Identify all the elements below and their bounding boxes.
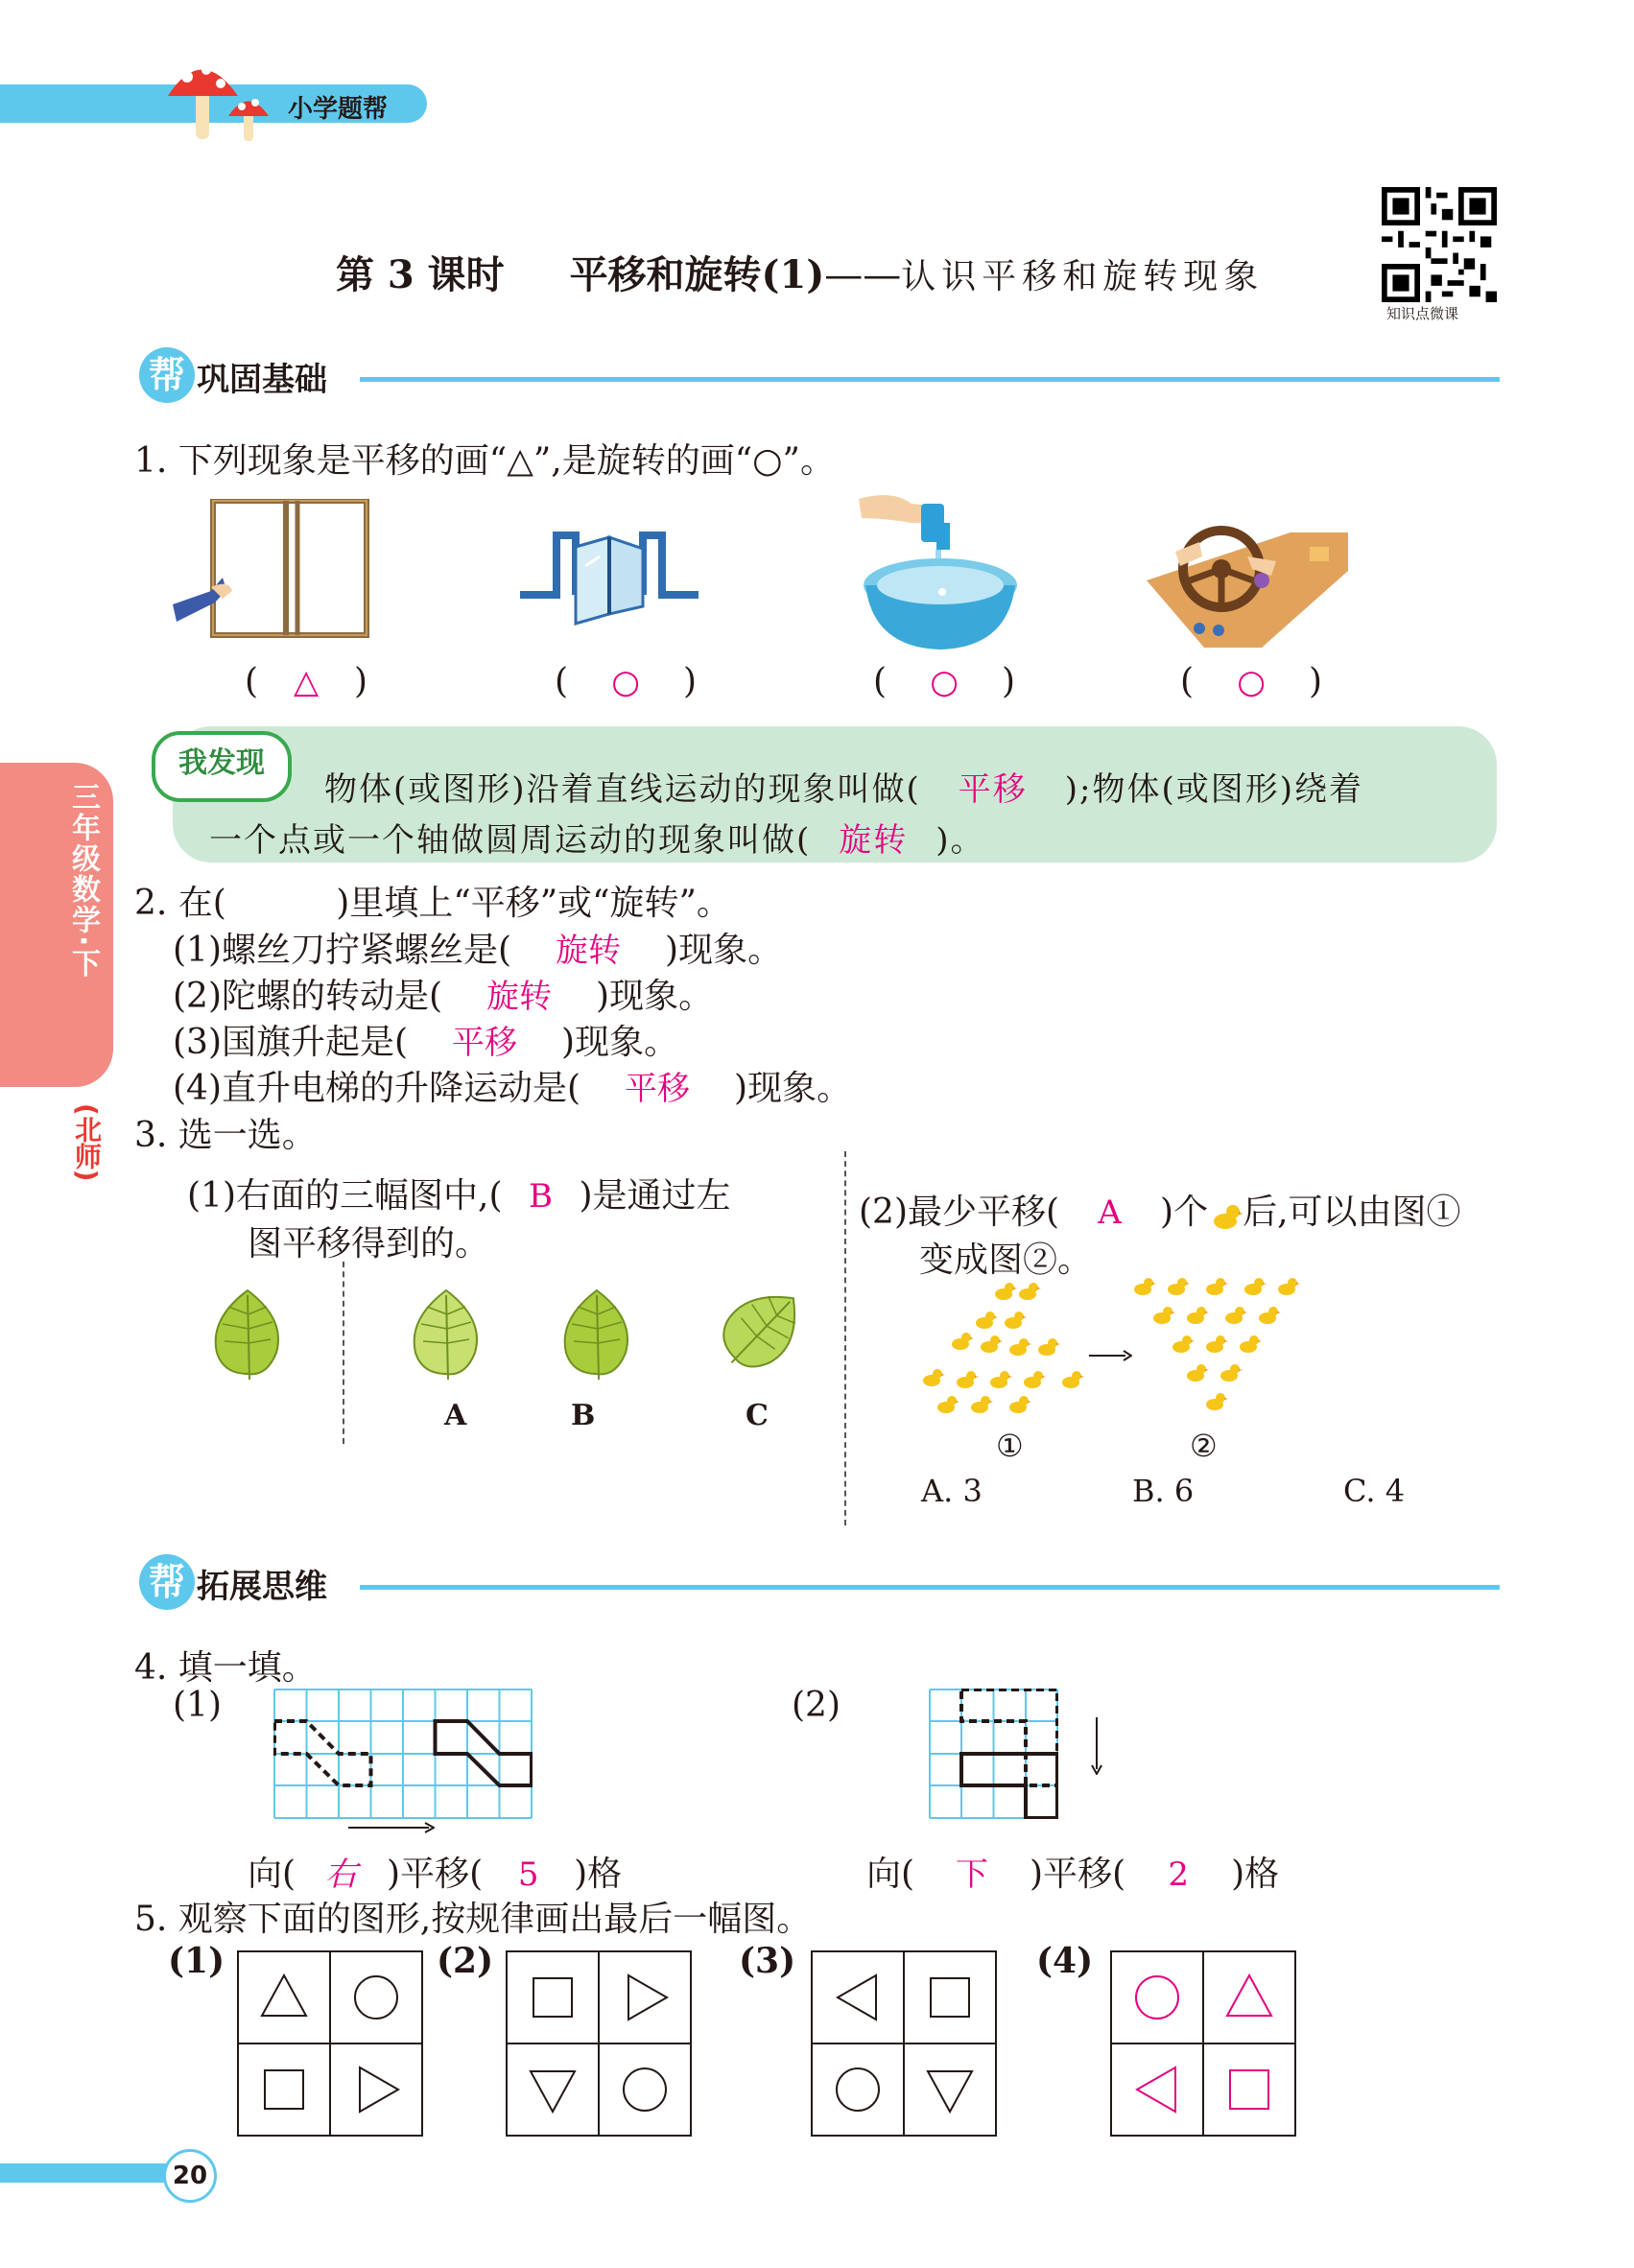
figure-label-1: ① <box>996 1428 1024 1464</box>
q1-answer-slot-1[interactable]: ( △ ) <box>245 662 368 701</box>
q4-part1-label: (1) <box>173 1686 222 1725</box>
q1-answer-slot-4[interactable]: ( ○ ) <box>1180 662 1323 701</box>
title-dash: —— <box>824 253 902 297</box>
q2-item-2: (2)陀螺的转动是( 旋转 )现象。 <box>173 969 713 1018</box>
q4-part2-answer-steps: 2 <box>1168 1855 1189 1894</box>
q4-part1-answer-steps: 5 <box>517 1855 539 1894</box>
move-arrow-icon <box>1089 1348 1132 1363</box>
q3-stem: 3. 选一选。 <box>134 1116 317 1155</box>
pattern-grid-2 <box>506 1950 692 2137</box>
lesson-subtitle: 认识平移和旋转现象 <box>901 257 1265 296</box>
leaf-label-a: A <box>444 1399 467 1432</box>
q2-item-4: (4)直升电梯的升降运动是( 平移 )现象。 <box>173 1061 851 1110</box>
q5-label-1: (1) <box>168 1941 225 1981</box>
steering-wheel-picture <box>1147 523 1348 648</box>
q5-label-4: (4) <box>1036 1941 1094 1981</box>
q4-part2-label: (2) <box>792 1686 841 1725</box>
discover-answer-1: 平移 <box>958 770 1028 809</box>
q1-stem: 1. 下列现象是平移的画“△”,是旋转的画“○”。 <box>134 441 835 481</box>
duck-figure-2-picture <box>1132 1271 1314 1425</box>
discover-badge: 我发现 <box>152 731 292 802</box>
q4-stem: 4. 填一填。 <box>134 1648 317 1688</box>
q2-answer-1: 旋转 <box>556 932 622 970</box>
q5-stem: 5. 观察下面的图形,按规律画出最后一幅图。 <box>134 1900 812 1939</box>
q1-answer-4: ○ <box>1237 663 1266 701</box>
footer-band <box>0 2163 178 2183</box>
pattern-grid-4-answer <box>1110 1950 1296 2137</box>
duck-figure-1-picture <box>916 1281 1108 1425</box>
figure-label-2: ② <box>1190 1428 1218 1464</box>
q3-option-b: B. 6 <box>1132 1473 1195 1509</box>
page-number: 20 <box>163 2149 217 2203</box>
pattern-grid-1 <box>237 1950 423 2137</box>
q3-option-a: A. 3 <box>921 1473 983 1509</box>
qr-code-icon[interactable] <box>1382 187 1497 302</box>
section-rule-2 <box>360 1585 1500 1590</box>
faucet-sink-picture <box>854 484 1027 657</box>
q3-divider-middle <box>844 1151 846 1525</box>
window-slide-picture <box>173 499 374 643</box>
brand-name: 小学题帮 <box>288 95 389 124</box>
q4-part1-fill: 向( 右 )平移( 5 )格 <box>248 1847 622 1896</box>
q1-answer-2: ○ <box>611 663 640 701</box>
section-title-expand: 拓展思维 <box>197 1568 327 1606</box>
discover-line-2: 一个点或一个轴做圆周运动的现象叫做( 旋转 )。 <box>209 814 985 861</box>
right-arrow-icon <box>348 1821 435 1834</box>
duck-icon <box>1208 1200 1243 1229</box>
q2-answer-3: 平移 <box>452 1024 518 1062</box>
section-title-basics: 巩固基础 <box>197 361 327 399</box>
q5-label-3: (3) <box>739 1941 796 1981</box>
leaf-label-c: C <box>746 1399 769 1432</box>
q3-part2-answer: A <box>1098 1193 1122 1232</box>
lesson-main-title: 平移和旋转(1) <box>569 252 825 297</box>
q2-item-1: (1)螺丝刀拧紧螺丝是( 旋转 )现象。 <box>173 923 782 972</box>
q3-divider-left <box>343 1262 344 1444</box>
q2-item-3: (3)国旗升起是( 平移 )现象。 <box>173 1015 678 1064</box>
leaf-original-picture <box>209 1286 286 1382</box>
q2-answer-2: 旋转 <box>486 978 553 1016</box>
q2-answer-4: 平移 <box>625 1070 691 1108</box>
q4-part2-fill: 向( 下 )平移( 2 )格 <box>866 1847 1279 1896</box>
discover-line-1: 物体(或图形)沿着直线运动的现象叫做( 平移 );物体(或图形)绕着 <box>324 763 1363 810</box>
q4-part1-answer-direction: 右 <box>324 1855 358 1894</box>
translation-grid-1 <box>273 1689 533 1819</box>
side-tab-edition: (北师) <box>71 1103 103 1182</box>
leaf-option-b-picture <box>558 1286 635 1382</box>
section-icon: 帮 <box>139 347 195 403</box>
q3-part1-line1: (1)右面的三幅图中,( B )是通过左 <box>187 1176 731 1216</box>
qr-label: 知识点微课 <box>1386 305 1459 322</box>
pattern-grid-3 <box>811 1950 997 2137</box>
q1-answer-3: ○ <box>930 663 959 701</box>
q2-stem: 2. 在( )里填上“平移”或“旋转”。 <box>134 884 731 923</box>
discover-answer-2: 旋转 <box>839 821 909 860</box>
revolving-door-picture <box>518 528 700 633</box>
q3-part2-line2: 变成图②。 <box>919 1240 1093 1280</box>
translation-grid-2 <box>929 1689 1058 1819</box>
q3-part1-answer: B <box>528 1177 553 1216</box>
q1-answer-1: △ <box>293 663 320 701</box>
page-title <box>336 245 1264 299</box>
q5-label-2: (2) <box>437 1941 494 1981</box>
q3-option-c: C. 4 <box>1343 1473 1406 1509</box>
section-rule <box>360 377 1500 382</box>
q1-answer-slot-3[interactable]: ( ○ ) <box>873 662 1016 701</box>
side-tab-grade: 三年级数学·下 <box>66 782 100 980</box>
leaf-option-a-picture <box>408 1286 485 1382</box>
section-icon-2: 帮 <box>139 1554 195 1610</box>
q1-answer-slot-2[interactable]: ( ○ ) <box>555 662 698 701</box>
leaf-label-b: B <box>571 1399 596 1432</box>
lesson-number: 第 3 课时 <box>336 252 505 297</box>
q4-part2-answer-direction: 下 <box>956 1855 989 1894</box>
q3-part1-line2: 图平移得到的。 <box>248 1224 490 1264</box>
down-arrow-icon <box>1090 1717 1103 1775</box>
q3-part2-line1: (2)最少平移( A )个 后,可以由图① <box>859 1193 1461 1232</box>
leaf-option-c-picture <box>715 1281 811 1377</box>
mushroom-logo-icon <box>163 53 283 149</box>
